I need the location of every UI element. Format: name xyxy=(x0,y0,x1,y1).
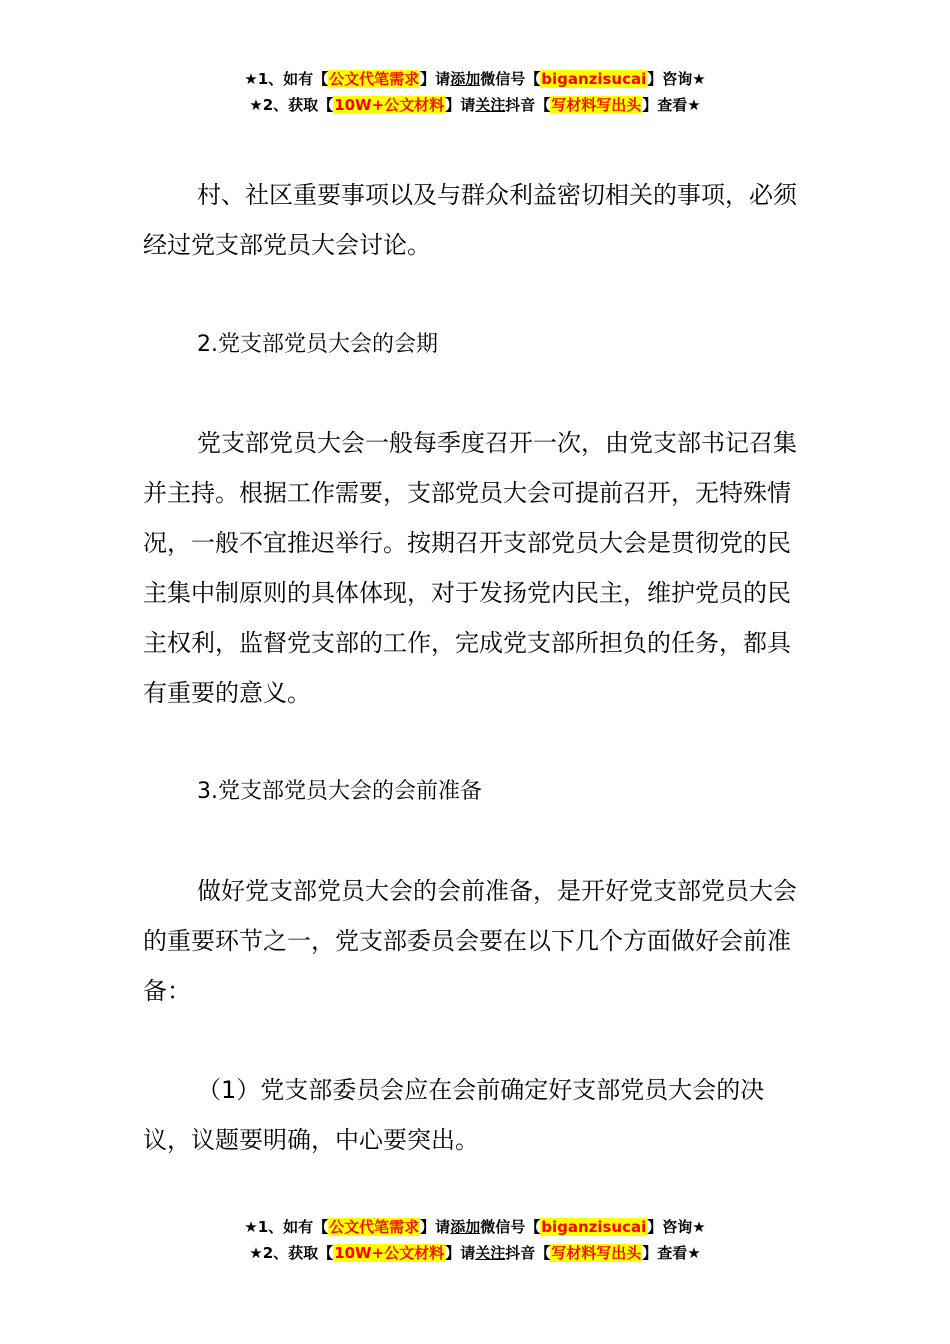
highlight-materials: 10W+公文材料 xyxy=(334,1244,445,1262)
banner-text: 抖音【 xyxy=(505,96,551,114)
paragraph-text: 党支部党员大会一般每季度召开一次，由党支部书记召集并主持。根据工作需要，支部党员大会可提前召开，无特殊情况，一般不宜推迟举行。按期召开支部党员大会是贯彻党的民主集中制原则的具体体现，对于发扬党内民主，维护党员的民主权利，监督党支部的工作，完成党支部所担负的任务，都具有重要的意义。 xyxy=(143,429,797,707)
paragraph-1 xyxy=(143,170,811,270)
banner-line-2 xyxy=(0,1240,950,1266)
banner-line-1 xyxy=(0,66,950,92)
heading-text: 3.党支部党员大会的会前准备 xyxy=(197,779,482,804)
header-banner xyxy=(0,66,950,118)
paragraph-text: 村、社区重要事项以及与群众利益密切相关的事项，必须经过党支部党员大会讨论。 xyxy=(143,181,797,259)
banner-text: 】请 xyxy=(420,1218,451,1236)
highlight-materials: 10W+公文材料 xyxy=(334,96,445,114)
highlight-account: 写材料写出头 xyxy=(551,96,642,114)
highlight-service: 公文代笔需求 xyxy=(329,70,420,88)
highlight-wechat-id: biganzisucai xyxy=(541,70,647,88)
underlined-text: 添加 xyxy=(450,70,481,88)
banner-text: 】请 xyxy=(445,96,476,114)
paragraph-2 xyxy=(143,418,811,718)
banner-text: 】请 xyxy=(420,70,451,88)
section-heading-2 xyxy=(143,320,811,370)
paragraph-text: 做好党支部党员大会的会前准备，是开好党支部党员大会的重要环节之一，党支部委员会要在以下几个方面做好会前准备： xyxy=(143,877,797,1005)
banner-text: 微信号【 xyxy=(480,1218,541,1236)
banner-text: 】咨询★ xyxy=(647,1218,706,1236)
banner-text: 】咨询★ xyxy=(647,70,706,88)
banner-text: 】查看★ xyxy=(642,1244,701,1262)
banner-text: 微信号【 xyxy=(480,70,541,88)
underlined-text: 添加 xyxy=(450,1218,481,1236)
banner-line-1 xyxy=(0,1214,950,1240)
banner-text: 】查看★ xyxy=(642,96,701,114)
underlined-text: 关注 xyxy=(475,96,506,114)
paragraph-3 xyxy=(143,866,811,1016)
banner-text: ★2、获取【 xyxy=(249,96,334,114)
highlight-service: 公文代笔需求 xyxy=(329,1218,420,1236)
banner-text: 】请 xyxy=(445,1244,476,1262)
banner-text: ★1、如有【 xyxy=(244,70,329,88)
heading-text: 2.党支部党员大会的会期 xyxy=(197,332,438,357)
section-heading-3 xyxy=(143,767,811,817)
banner-line-2 xyxy=(0,92,950,118)
banner-text: ★2、获取【 xyxy=(249,1244,334,1262)
paragraph-text: （1）党支部委员会应在会前确定好支部党员大会的决议，议题要明确，中心要突出。 xyxy=(143,1076,765,1154)
highlight-wechat-id: biganzisucai xyxy=(541,1218,647,1236)
highlight-account: 写材料写出头 xyxy=(551,1244,642,1262)
footer-banner xyxy=(0,1214,950,1266)
paragraph-4 xyxy=(143,1065,811,1165)
underlined-text: 关注 xyxy=(475,1244,506,1262)
banner-text: ★1、如有【 xyxy=(244,1218,329,1236)
banner-text: 抖音【 xyxy=(505,1244,551,1262)
